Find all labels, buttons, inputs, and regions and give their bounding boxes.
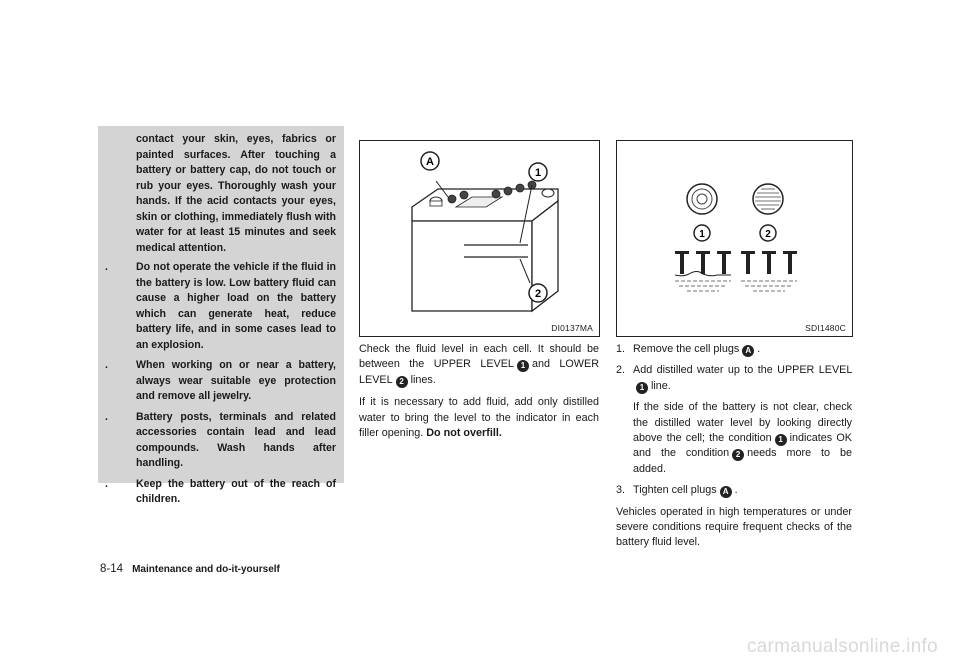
bullet-dot: . — [105, 261, 108, 273]
warning-bullet-text: Battery posts, terminals and related accessories contain lead and lead compounds. Wash hands after handling. — [136, 410, 336, 469]
paragraph — [359, 342, 599, 388]
callout-a — [421, 152, 439, 170]
text-run: Tighten cell plugs — [633, 484, 717, 497]
svg-text:1: 1 — [534, 167, 542, 179]
note-paragraph: Vehicles operated in high temperatures or under severe conditions require frequent checks of the battery fluid level. — [616, 505, 852, 549]
callout-2 — [529, 284, 547, 302]
text-run: lines. — [410, 373, 436, 386]
text-run: Check the fluid level in each cell. It should be between the UPPER LEVEL — [359, 343, 599, 371]
filler-opening-ok — [687, 184, 717, 214]
step-number: 3. — [616, 484, 626, 497]
section-title: Maintenance and do-it-yourself — [132, 564, 280, 575]
emphasis-text: Do not overfill. — [426, 427, 502, 440]
text-run: indicates OK and the condition — [633, 432, 852, 460]
callout-1 — [694, 225, 710, 241]
figure-code: DI0137MA — [551, 323, 593, 333]
text-run: needs more to be added. — [633, 447, 853, 475]
bullet-dot: . — [105, 410, 108, 423]
callout-2: 2 — [732, 449, 744, 461]
step-number: 1. — [616, 343, 626, 355]
callout-1 — [529, 163, 547, 181]
warning-bullet-text: Do not operate the vehicle if the fluid in the battery is low. Low battery fluid can cause a higher load on the battery which can generate heat, reduce battery life, and in some cases lead to an explosion. — [136, 261, 336, 351]
warning-bullet — [98, 477, 336, 508]
callout-a: A — [720, 486, 732, 498]
filler-opening-low — [753, 184, 783, 214]
text-run: If the side of the battery is not clear, check the distilled water level by looking directly above the cell; the condition — [633, 401, 852, 445]
step-2 — [616, 363, 852, 477]
text-run: Add distilled water up to the UPPER LEVEL — [633, 364, 852, 377]
callout-1: 1 — [517, 360, 529, 372]
svg-text:2: 2 — [534, 288, 542, 300]
warning-bullet-list — [98, 260, 336, 513]
step-number: 2. — [616, 364, 626, 377]
fluid-level-illustration — [617, 141, 852, 321]
step-1 — [616, 342, 852, 357]
callout-a: A — [742, 345, 754, 357]
warning-bullet — [98, 358, 336, 405]
text-run: . — [757, 343, 761, 355]
callout-2 — [760, 225, 776, 241]
figure-code: SDI1480C — [805, 323, 846, 333]
text-run: line. — [651, 379, 671, 392]
battery-illustration — [360, 141, 599, 321]
step-list — [616, 342, 852, 499]
svg-text:2: 2 — [765, 229, 771, 240]
step-2-detail — [633, 400, 852, 477]
text-run: and LOWER LEVEL — [359, 358, 599, 386]
callout-2: 2 — [396, 376, 408, 388]
step-3 — [616, 483, 852, 498]
page-footer — [100, 563, 280, 575]
watermark: carmanualsonline.info — [746, 636, 938, 657]
bullet-dot: . — [105, 477, 108, 490]
warning-continued-text: contact your skin, eyes, fabrics or painted surfaces. After touching a battery or battery cap, do not touch or rub your eyes. Thoroughly wash your hands. If the acid contacts your eyes, skin or clothing, immediately flush with water for at least 15 minutes and seek medical attention. — [136, 133, 336, 254]
fluid-level-figure — [616, 140, 853, 337]
middle-column-text — [359, 342, 599, 448]
warning-bullet — [98, 260, 336, 353]
callout-1: 1 — [775, 434, 787, 446]
text-run: If it is necessary to add fluid, add only distilled water to bring the level to the indicator in each filler opening. — [359, 396, 599, 440]
right-column-text — [616, 342, 852, 558]
text-run: . — [734, 484, 738, 497]
text-run: Remove the cell plugs — [633, 343, 740, 355]
callout-1: 1 — [636, 382, 648, 394]
warning-bullet — [98, 410, 336, 472]
warning-box — [98, 126, 344, 505]
svg-text:1: 1 — [699, 229, 705, 240]
bullet-dot: . — [105, 359, 108, 371]
warning-bullet-text: When working on or near a battery, always wear suitable eye protection and remove all jewelry. — [136, 359, 336, 402]
battery-illustration-figure — [359, 140, 600, 337]
paragraph — [359, 395, 599, 441]
page-number: 8-14 — [100, 563, 124, 575]
svg-text:A: A — [426, 156, 434, 168]
warning-bullet-text: Keep the battery out of the reach of children. — [136, 477, 336, 505]
